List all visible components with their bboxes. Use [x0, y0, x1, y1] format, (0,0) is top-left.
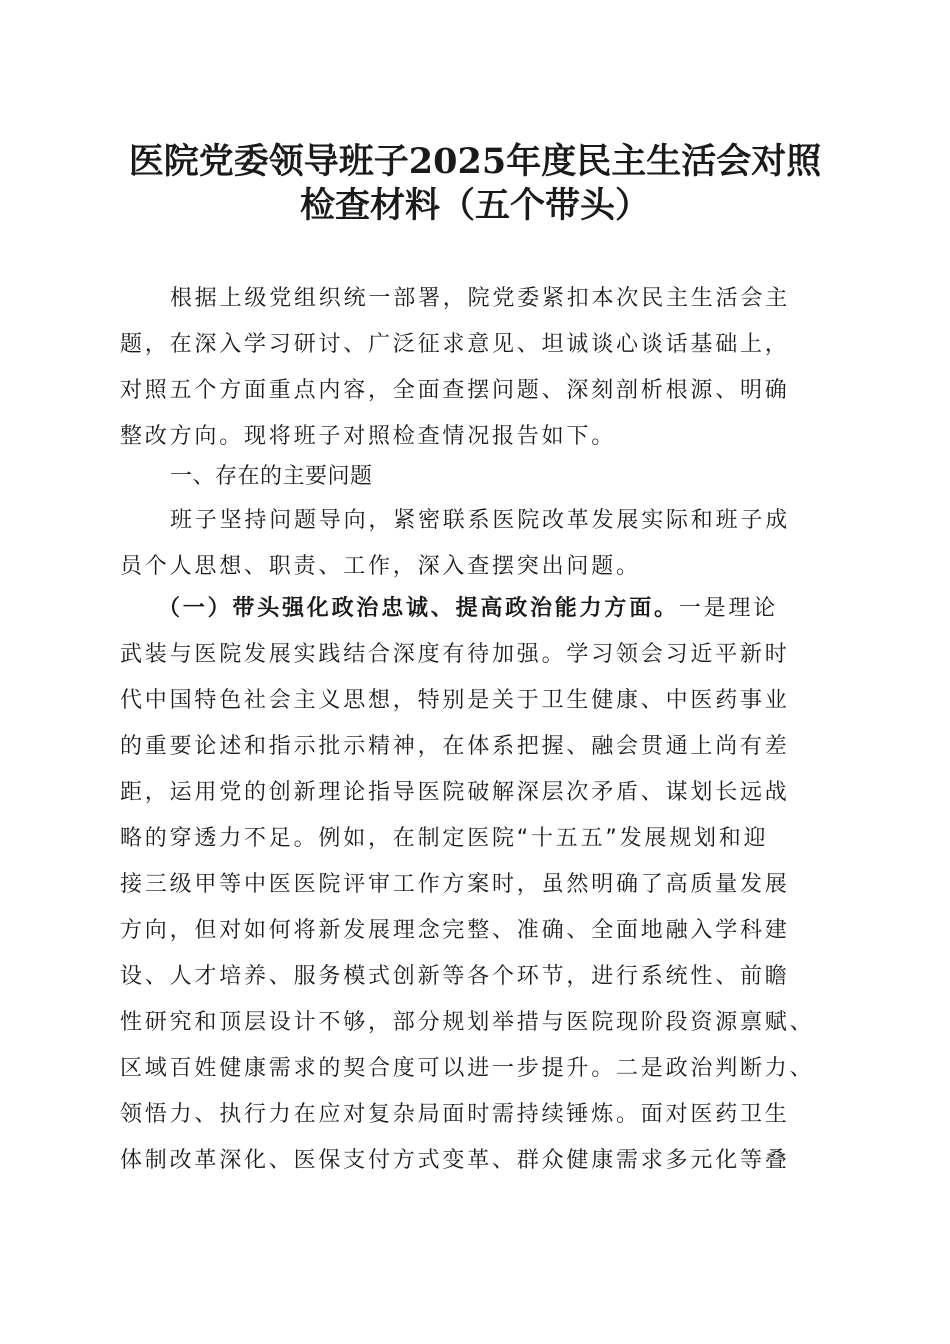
- intro-line: 对照五个方面重点内容，全面查摆问题、深刻剖析根源、明确: [120, 378, 790, 403]
- document-title-line-1: 医院党委领导班子2025年度民主生活会对照: [128, 141, 822, 182]
- item-1-paragraph: [120, 586, 840, 1184]
- item-1-lead-tail: 一是理论: [678, 596, 779, 621]
- item-1-line: 略的穿透力不足。例如，在制定医院“十五五”发展规划和迎: [120, 826, 769, 851]
- document-title-line-2: 检查材料（五个带头）: [299, 185, 650, 226]
- intro-paragraph: [120, 276, 840, 460]
- section-1-intro-line: 员个人思想、职责、工作，深入查摆突出问题。: [120, 554, 641, 579]
- item-1-lead: （一）带头强化政治忠诚、提高政治能力方面。: [158, 596, 679, 621]
- item-1-line: 性研究和顶层设计不够，部分规划举措与医院现阶段资源禀赋、: [120, 1010, 815, 1035]
- section-1-heading-block: [120, 454, 840, 500]
- section-1-intro-line: 班子坚持问题导向，紧密联系医院改革发展实际和班子成: [170, 508, 791, 533]
- item-1-line: 武装与医院发展实践结合深度有待加强。学习领会习近平新时: [120, 642, 790, 667]
- item-1-line: 领悟力、执行力在应对复杂局面时需持续锤炼。面对医药卫生: [120, 1102, 790, 1127]
- item-1-first-line: [120, 586, 840, 632]
- item-1-line: 设、人才培养、服务模式创新等各个环节，进行系统性、前瞻: [120, 964, 790, 989]
- section-1-heading: 一、存在的主要问题: [170, 464, 373, 489]
- intro-line: 整改方向。现将班子对照检查情况报告如下。: [120, 424, 617, 449]
- intro-line: 题，在深入学习研讨、广泛征求意见、坦诚谈心谈话基础上，: [120, 332, 790, 357]
- item-1-line: 体制改革深化、医保支付方式变革、群众健康需求多元化等叠: [120, 1148, 790, 1173]
- intro-line: 根据上级党组织统一部署，院党委紧扣本次民主生活会主: [170, 286, 791, 311]
- item-1-line: 接三级甲等中医医院评审工作方案时，虽然明确了高质量发展: [120, 872, 790, 897]
- item-1-line: 距，运用党的创新理论指导医院破解深层次矛盾、谋划长远战: [120, 780, 790, 805]
- item-1-line: 方向，但对如何将新发展理念完整、准确、全面地融入学科建: [120, 918, 790, 943]
- item-1-line: 的重要论述和指示批示精神，在体系把握、融会贯通上尚有差: [120, 734, 790, 759]
- item-1-line: 区域百姓健康需求的契合度可以进一步提升。二是政治判断力、: [120, 1056, 815, 1081]
- section-1-intro-paragraph: [120, 498, 840, 590]
- item-1-line: 代中国特色社会主义思想，特别是关于卫生健康、中医药事业: [120, 688, 790, 713]
